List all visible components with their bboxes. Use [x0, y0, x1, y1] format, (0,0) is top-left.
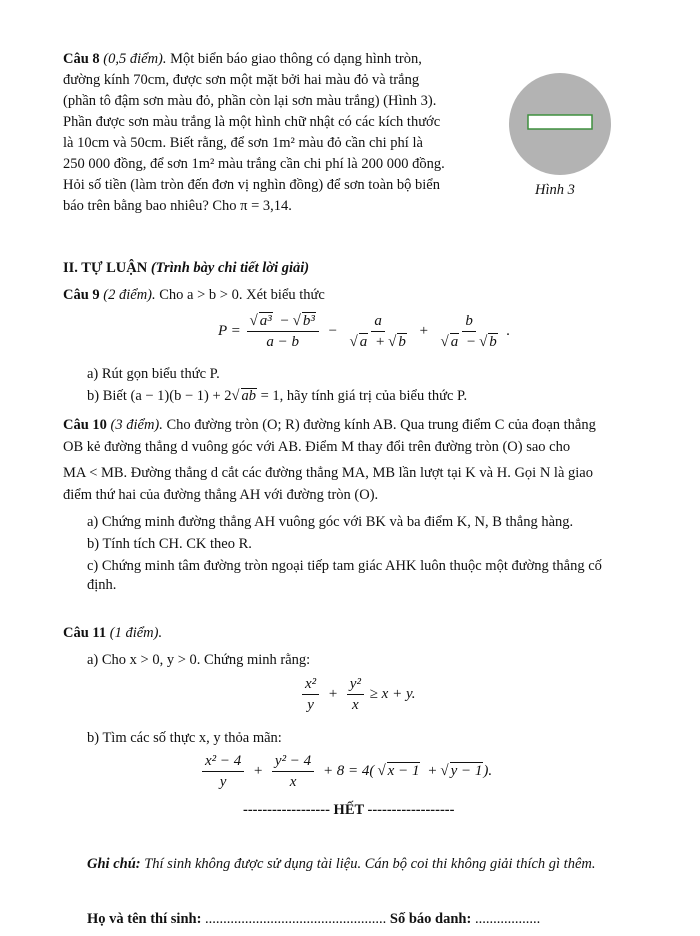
section2-number: II. TỰ LUẬN — [63, 260, 148, 276]
q11-equation: $\frac{\text{x² − 4}}{y}$ + $\frac{\text{y² − 4}}{x}$ + 8 = 4( √ x − 1 + √ y − 1). — [200, 752, 492, 791]
q9-b-sqrt: ab — [241, 388, 256, 404]
q8-line-7: báo trên bằng bao nhiêu? Cho π = 3,14. — [63, 198, 292, 214]
q11-ineq-n2: y² — [347, 675, 364, 695]
q9-formula — [218, 312, 510, 351]
q9-minus: − — [327, 322, 338, 339]
q9-f2-sqrt-a: a — [359, 334, 368, 350]
q10-line-0: Cho đường tròn (O; R) đường kính AB. Qua trung điểm C của đoạn thẳng — [166, 417, 596, 433]
q9-f2-num: a — [371, 312, 385, 332]
q8-line-4: là 10cm và 50cm. Biết rằng, để sơn 1m² màu đỏ cần chi phí là — [63, 135, 423, 151]
q11-part-a: a) Cho x > 0, y > 0. Chứng minh rằng: — [87, 652, 311, 668]
q11-eq-n1: x² − 4 — [202, 752, 244, 772]
q11-points: (1 điểm). — [109, 625, 163, 641]
q9-part-a: a) Rút gọn biểu thức P. — [87, 366, 220, 382]
q10-part-c-2: định. — [87, 577, 117, 593]
q11-eq-d1: y — [219, 774, 227, 790]
q10-part-c-1: c) Chứng minh tâm đường tròn ngoại tiếp tam giác AHK luôn thuộc một đường thẳng cố — [87, 558, 602, 574]
q11-ineq-frac-1 — [302, 675, 319, 714]
q11-ineq-d2: x — [352, 697, 359, 713]
note — [87, 854, 596, 875]
footer-line — [87, 909, 540, 930]
end-mark: ------------------ HẾT ------------------ — [243, 802, 455, 818]
q11-eq-sqrt-1: x − 1 — [387, 762, 420, 779]
q9-part-b: b) Biết (a − 1)(b − 1) + 2√ ab = 1, hãy tính giá trị của biểu thức P. — [87, 388, 468, 404]
q9-f2-plus: + — [374, 334, 386, 350]
traffic-sign-figure — [508, 72, 612, 176]
q9-label: Câu 9 — [63, 287, 100, 303]
q9-intro: Cho a > b > 0. Xét biểu thức — [159, 287, 325, 303]
q9-f3-minus: − — [465, 334, 477, 350]
note-text: Thí sinh không được sử dụng tài liệu. Cán bộ coi thi không giải thích gì thêm. — [140, 856, 596, 872]
q9-b-post: = 1, hãy tính giá trị của biểu thức P. — [257, 388, 468, 404]
section2-hint: (Trình bày chi tiết lời giải) — [150, 260, 310, 276]
q9-lhs: P = — [218, 322, 241, 339]
q10-part-a: a) Chứng minh đường thẳng AH vuông góc với BK và ba điểm K, N, B thẳng hàng. — [87, 514, 574, 530]
candidate-id-field: .................. — [474, 911, 541, 927]
q11-part-b: b) Tìm các số thực x, y thỏa mãn: — [87, 730, 282, 746]
q11-ineq-d1: y — [307, 697, 314, 713]
q8-line-6: Hỏi số tiền (làm tròn đến đơn vị nghìn đồng) để sơn toàn bộ biển — [63, 177, 440, 193]
q11-heading — [63, 623, 162, 644]
q11-ineq-n1: x² — [302, 675, 319, 695]
q11-eq-frac-1 — [202, 752, 244, 791]
q9-frac-2: $\frac{a}{√ a + √ b}$ — [349, 313, 406, 350]
q8-points: (0,5 điểm). — [103, 51, 167, 67]
figure-caption: Hình 3 — [535, 182, 575, 198]
q11-ineq-frac-2 — [347, 675, 364, 714]
q8-line-0: Một biển báo giao thông có dạng hình tròn, — [170, 51, 422, 67]
q11-eq-sqrt-2: y − 1 — [450, 762, 483, 779]
q10-label: Câu 10 — [63, 417, 107, 433]
candidate-id-label: Số báo danh: — [389, 911, 472, 927]
q10-part-b: b) Tính tích CH. CK theo R. — [87, 536, 252, 552]
q11-eq-n2: y² − 4 — [272, 752, 314, 772]
q11-ineq-rhs: ≥ x + y. — [369, 685, 416, 702]
q8-line-3: Phần được sơn màu trắng là một hình chữ nhật có các kích thước — [63, 114, 441, 130]
q10-line-1: OB kẻ đường thẳng d vuông góc với AB. Điểm M thay đổi trên đường tròn (O) sao cho — [63, 439, 571, 455]
q8-label: Câu 8 — [63, 51, 100, 67]
candidate-name-label: Họ và tên thí sinh: — [87, 911, 202, 927]
q9-b-pre: b) Biết (a − 1)(b − 1) + 2 — [87, 388, 232, 404]
sign-white-rect — [528, 115, 592, 129]
q11-ineq-plus: + — [327, 685, 339, 702]
q9-end: . — [506, 322, 511, 339]
q9-f1-minus: − — [279, 313, 290, 329]
q11-eq-d2: x — [289, 774, 297, 790]
q9-plus: + — [418, 322, 429, 339]
q8-line-1: đường kính 70cm, được sơn một mặt bởi hai màu đỏ và trắng — [63, 72, 420, 88]
q9-f1-sqrt-a: a³ — [259, 313, 272, 329]
q9-f2-sqrt-b: b — [398, 334, 406, 350]
q11-inequality — [300, 675, 416, 714]
q10-first-line — [63, 415, 596, 436]
q9-f3-num: b — [462, 312, 476, 332]
q10-line-2: MA < MB. Đường thẳng d cắt các đường thẳng MA, MB lần lượt tại K và H. Gọi N là giao — [63, 465, 593, 481]
q8-first-line — [63, 49, 422, 70]
q11-eq-plus-2: + — [427, 762, 438, 779]
candidate-name-field: .................................................. — [205, 911, 387, 927]
q11-eq-plus: + — [253, 762, 264, 779]
q9-frac-3: $\frac{b}{√ a - √ b}$ — [440, 313, 497, 350]
q9-f1-sqrt-b: b³ — [302, 313, 315, 329]
q9-f1-den: a − b — [266, 334, 299, 350]
q8-line-2: (phần tô đậm sơn màu đỏ, phần còn lại sơn màu trắng) (Hình 3). — [63, 93, 437, 109]
q9-intro-line — [63, 285, 325, 306]
q11-eq-close: ). — [483, 762, 493, 779]
q9-frac-1: $\frac{\text{√ a³ − √ b³}}{a - b}$ — [247, 312, 319, 351]
q9-f3-sqrt-a: a — [450, 334, 459, 350]
q10-points: (3 điểm). — [110, 417, 163, 433]
q9-f3-sqrt-b: b — [489, 334, 497, 350]
q10-line-3: điểm thứ hai của đường thẳng AH với đường tròn (O). — [63, 487, 379, 503]
note-label: Ghi chú: — [87, 856, 141, 872]
q9-points: (2 điểm). — [103, 287, 156, 303]
q8-line-5: 250 000 đồng, để sơn 1m² màu trắng cần chi phí là 200 000 đồng. — [63, 156, 445, 172]
section2-heading — [63, 258, 309, 279]
q11-eq-frac-2 — [272, 752, 314, 791]
q11-eq-mid: + 8 = 4( — [322, 762, 375, 779]
q11-label: Câu 11 — [63, 625, 107, 641]
